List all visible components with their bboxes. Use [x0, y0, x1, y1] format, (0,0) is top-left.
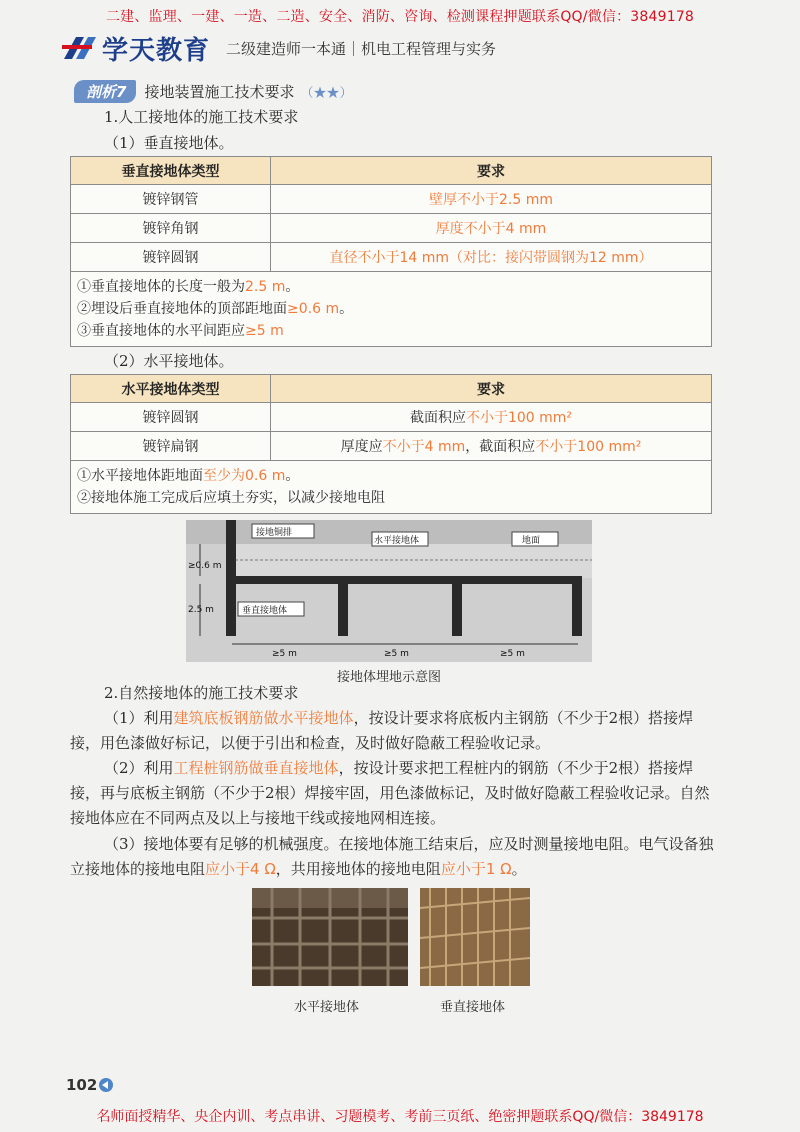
label-vertical: 垂直接地体: [242, 606, 288, 616]
analysis-badge: 剖析7: [74, 80, 136, 103]
table-cell-type: 镀锌角钢: [71, 214, 271, 243]
label-copper-bar: 接地铜排: [256, 528, 293, 538]
promo-banner-bottom: 名师面授精华、央企内训、考点串讲、习题模考、考前三页纸、绝密押题联系QQ/微信：3849178: [96, 1109, 704, 1125]
label-spacing: ≥5 m: [272, 649, 297, 659]
note-line: ③垂直接地体的水平间距应≥5 m: [77, 323, 284, 339]
paragraph-3: （3）接地体要有足够的机械强度。在接地体施工结束后，应及时测量接地电阻。电气设备独立接地体的接地电阻应小于4 Ω，共用接地体的接地电阻应小于1 Ω。: [70, 835, 714, 878]
table-header: 要求: [271, 157, 712, 185]
brand-header: [62, 30, 762, 66]
table-row: [71, 403, 712, 432]
label-spacing: ≥5 m: [500, 649, 525, 659]
paragraph-2: （2）利用工程桩钢筋做垂直接地体，按设计要求把工程桩内的钢筋（不少于2根）搭接焊接，再与底板主钢筋（不少于2根）焊接牢固，用色漆做标记，及时做好隐蔽工程验收记录。自然接地体应在不同两点及以上与接地干线或接地网相连接。: [70, 759, 710, 827]
table-cell-requirement: 厚度应不小于4 mm，截面积应不小于100 mm²: [271, 432, 712, 461]
logo-icon: [62, 33, 98, 63]
section2-heading: 2.自然接地体的施工技术要求: [104, 684, 299, 702]
table-cell-type: 镀锌扁钢: [71, 432, 271, 461]
label-ground: 地面: [522, 536, 541, 546]
photo-caption-left: 水平接地体: [294, 1000, 360, 1015]
table-row: [71, 185, 712, 214]
vertical-electrode-photo: [420, 888, 530, 986]
importance-stars: （★★）: [300, 86, 353, 101]
paragraph-1: （1）利用建筑底板钢筋做水平接地体，按设计要求将底板内主钢筋（不少于2根）搭接焊接，用色漆做好标记，以便于引出和检查，及时做好隐蔽工程验收记录。: [70, 709, 694, 752]
horizontal-electrode-photo: [252, 888, 408, 986]
note-line: ②埋设后垂直接地体的顶部距地面≥0.6 m。: [77, 301, 354, 317]
horizontal-heading: （2）水平接地体。: [104, 352, 234, 370]
photo-caption-right: 垂直接地体: [440, 1000, 506, 1015]
grounding-diagram: [186, 520, 592, 662]
note-line: ①水平接地体距地面至少为0.6 m。: [77, 468, 300, 484]
table-cell-type: 镀锌圆钢: [71, 243, 271, 272]
vertical-electrode-table: [70, 156, 712, 347]
table-cell-requirement: 截面积应不小于100 mm²: [271, 403, 712, 432]
label-horizontal: 水平接地体: [374, 536, 420, 546]
analysis-heading: [74, 80, 352, 103]
table-cell-type: 镀锌钢管: [71, 185, 271, 214]
label-length: 2.5 m: [188, 605, 214, 615]
table-row: [71, 243, 712, 272]
diagram-caption: 接地体埋地示意图: [336, 670, 441, 685]
table-header: 水平接地体类型: [71, 375, 271, 403]
note-line: ①垂直接地体的长度一般为2.5 m。: [77, 279, 300, 295]
book-subtitle: 二级建造师一本通｜机电工程管理与实务: [226, 39, 497, 58]
table-cell-requirement: 直径不小于14 mm（对比：接闪带圆钢为12 mm）: [271, 243, 712, 272]
note-line: ②接地体施工完成后应填土夯实，以减少接地电阻: [77, 490, 385, 506]
analysis-title: 接地装置施工技术要求: [144, 83, 295, 101]
section1-heading: 1.人工接地体的施工技术要求: [104, 108, 299, 126]
vertical-heading: （1）垂直接地体。: [104, 134, 234, 152]
table-header: 要求: [271, 375, 712, 403]
promo-banner-top: 二建、监理、一建、一造、二造、安全、消防、咨询、检测课程押题联系QQ/微信：3849178: [105, 9, 695, 25]
page-number: 102: [66, 1076, 113, 1094]
label-spacing: ≥5 m: [384, 649, 409, 659]
label-depth: ≥0.6 m: [188, 561, 222, 571]
table-cell-type: 镀锌圆钢: [71, 403, 271, 432]
table-cell-requirement: 壁厚不小于2.5 mm: [271, 185, 712, 214]
table-row: [71, 214, 712, 243]
table-row: [71, 432, 712, 461]
table-notes: [71, 461, 712, 514]
table-header: 垂直接地体类型: [71, 157, 271, 185]
page-arrow-icon: [99, 1078, 113, 1092]
table-notes: [71, 272, 712, 347]
horizontal-electrode-table: [70, 374, 712, 514]
table-cell-requirement: 厚度不小于4 mm: [271, 214, 712, 243]
brand-name: 学天教育: [102, 35, 211, 66]
